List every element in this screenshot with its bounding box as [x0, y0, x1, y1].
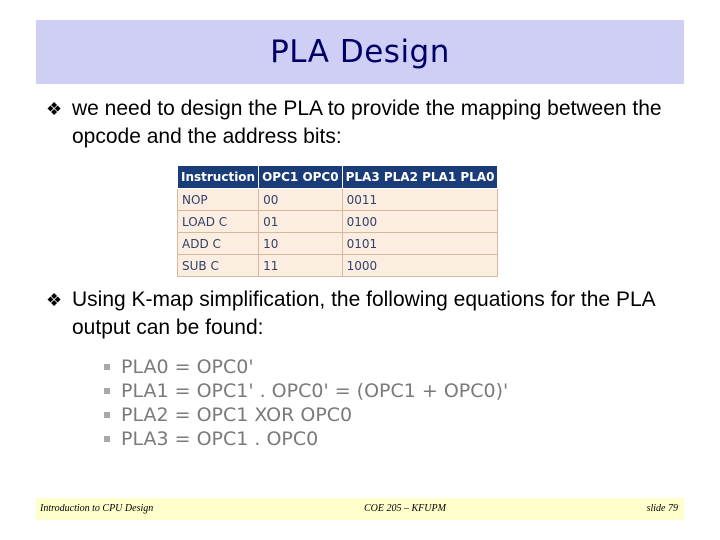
table-row: [178, 189, 498, 211]
square-bullet-icon: [104, 436, 110, 442]
cell-opc: 10: [259, 233, 342, 255]
opcode-mapping-table: [177, 165, 498, 277]
cell-opc: 00: [259, 189, 342, 211]
cell-instruction: SUB C: [178, 255, 259, 277]
diamond-bullet-icon: ❖: [46, 99, 63, 119]
equation-item: [104, 355, 508, 379]
cell-pla: 0011: [342, 189, 498, 211]
equation-list: [104, 355, 508, 451]
title-bar: [36, 20, 684, 84]
bullet-kmap: [46, 286, 676, 342]
header-instruction: Instruction: [178, 166, 259, 189]
equation-item: [104, 403, 508, 427]
cell-pla: 0100: [342, 211, 498, 233]
equation-item: [104, 379, 508, 403]
table-row: [178, 211, 498, 233]
cell-instruction: NOP: [178, 189, 259, 211]
square-bullet-icon: [104, 364, 110, 370]
table-header-row: [178, 166, 498, 189]
cell-pla: 1000: [342, 255, 498, 277]
equation-text: PLA3 = OPC1 . OPC0: [121, 428, 319, 450]
cell-opc: 01: [259, 211, 342, 233]
cell-instruction: LOAD C: [178, 211, 259, 233]
equation-text: PLA1 = OPC1' . OPC0' = (OPC1 + OPC0)': [121, 380, 509, 402]
cell-instruction: ADD C: [178, 233, 259, 255]
diamond-bullet-icon: ❖: [46, 290, 63, 310]
bullet-text: we need to design the PLA to provide the mapping between the opcode and the address bits:: [72, 97, 662, 148]
square-bullet-icon: [104, 412, 110, 418]
bullet-text: Using K-map simplification, the following equations for the PLA output can be found:: [72, 288, 655, 339]
equation-item: [104, 427, 508, 451]
equation-text: PLA0 = OPC0': [121, 356, 254, 378]
footer-slide-number: slide 79: [646, 503, 678, 514]
footer-course-title: Introduction to CPU Design: [40, 503, 154, 514]
footer: [36, 498, 684, 520]
cell-pla: 0101: [342, 233, 498, 255]
cell-opc: 11: [259, 255, 342, 277]
table-row: [178, 255, 498, 277]
header-pla: PLA3 PLA2 PLA1 PLA0: [342, 166, 498, 189]
square-bullet-icon: [104, 388, 110, 394]
equation-text: PLA2 = OPC1 XOR OPC0: [121, 404, 353, 426]
bullet-mapping: [46, 95, 676, 151]
footer-course-code: COE 205 – KFUPM: [364, 503, 446, 514]
slide-title: PLA Design: [270, 34, 450, 70]
table-row: [178, 233, 498, 255]
header-opc: OPC1 OPC0: [259, 166, 342, 189]
